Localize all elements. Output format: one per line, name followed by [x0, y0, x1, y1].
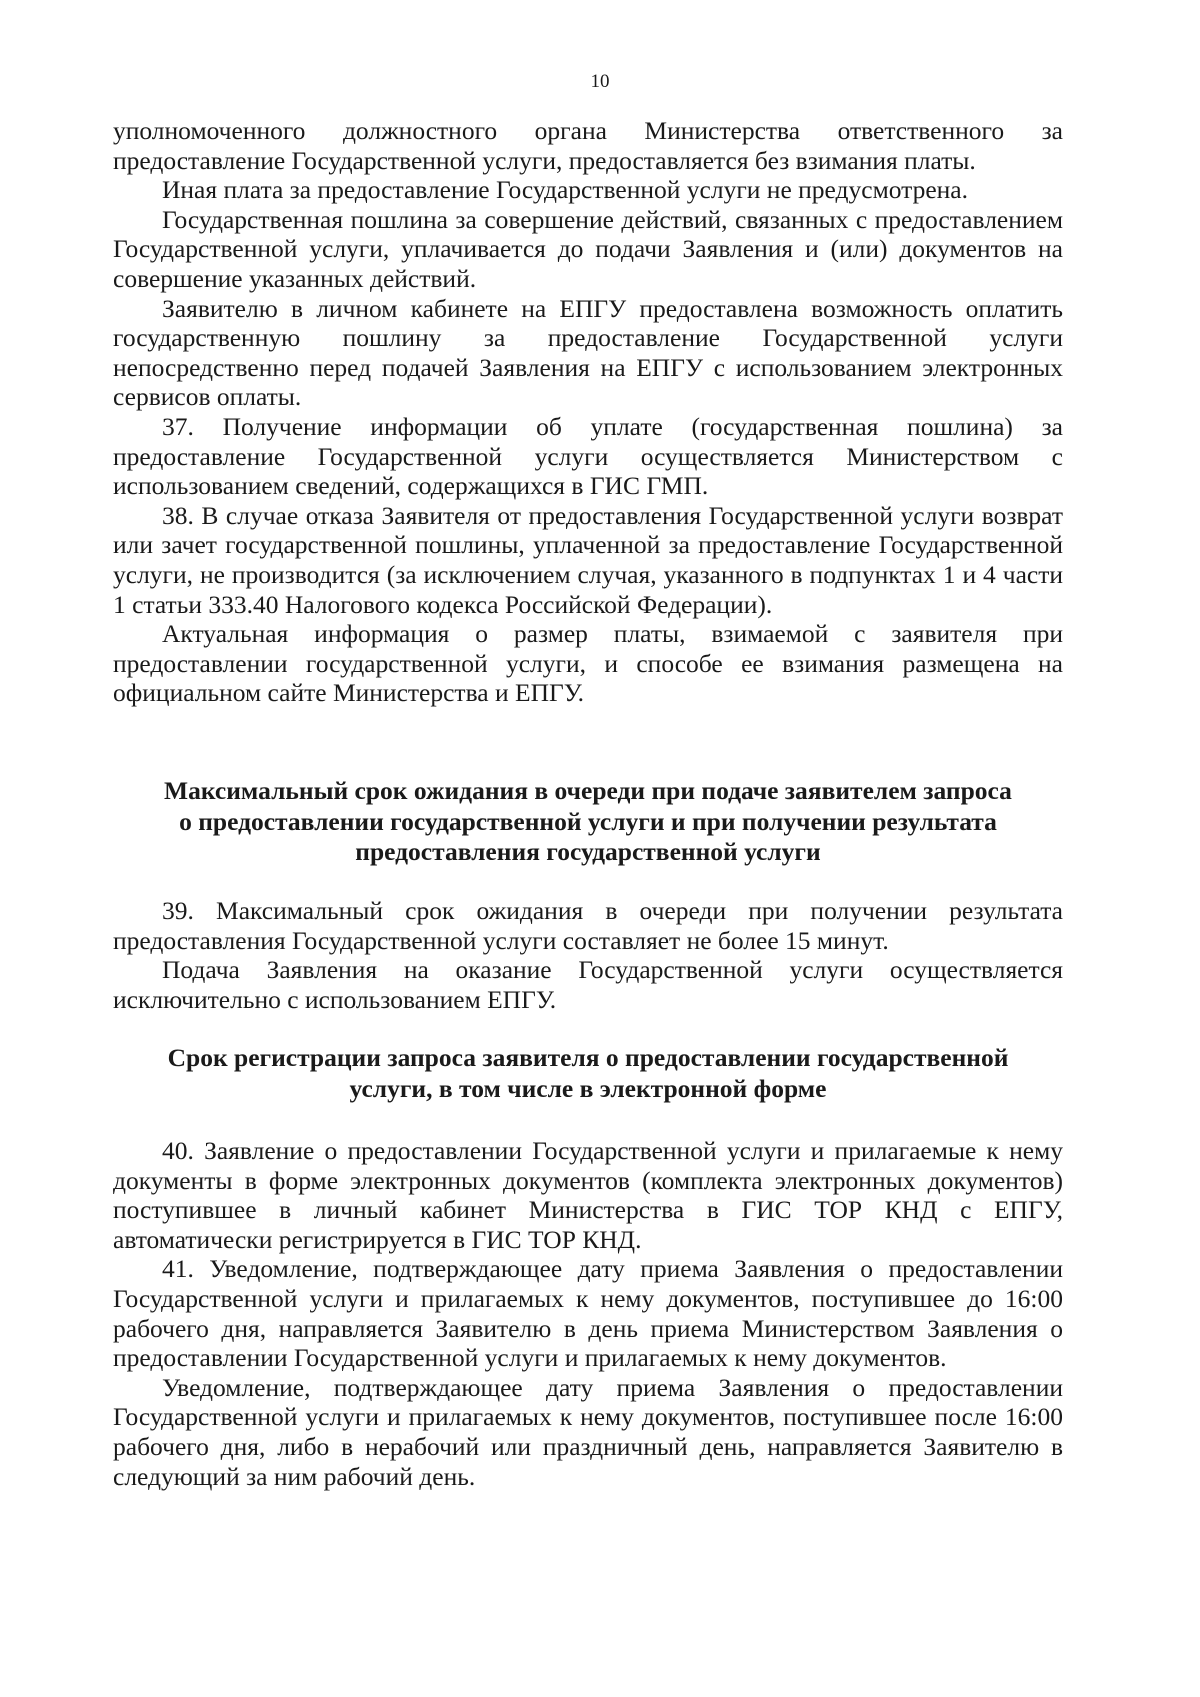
paragraph-38: 38. В случае отказа Заявителя от предоставления Государственной услуги возврат или зачет государственной пошлины, уплаченной за предоставление Государственной услуги, не производится (за исключением случая, указанного в подпунктах 1 и 4 части 1 статьи 333.40 Налогового кодекса Российской Федерации).: [113, 500, 1063, 619]
paragraph-payment-free: уполномоченного должностного органа Министерства ответственного за предоставление Государственной услуги, предоставляется без взимания платы.: [113, 116, 1063, 175]
heading-line: Максимальный срок ожидания в очереди при подаче заявителем запроса: [164, 776, 1012, 805]
heading-line: Срок регистрации запроса заявителя о предоставлении государственной: [167, 1043, 1009, 1072]
section-heading-registration-term: [113, 1043, 1063, 1104]
page-number: 10: [590, 71, 610, 92]
waiting-section-text: [113, 896, 1063, 1014]
paragraph-state-duty: Государственная пошлина за совершение действий, связанных с предоставлением Государственной услуги, уплачивается до подачи Заявления и (или) документов на совершение указанных действий.: [113, 204, 1063, 293]
heading-line: предоставления государственной услуги: [355, 837, 821, 866]
paragraph-41: 41. Уведомление, подтверждающее дату приема Заявления о предоставлении Государственной услуги и прилагаемых к нему документов, поступившее до 16:00 рабочего дня, направляется Заявителю в день приема Министерством Заявления о предоставлении Государственной услуги и прилагаемых к нему документов.: [113, 1254, 1063, 1373]
paragraph-epgu-only: Подача Заявления на оказание Государственной услуги осуществляется исключительно с использованием ЕПГУ.: [113, 955, 1063, 1014]
paragraph-no-other-fee: Иная плата за предоставление Государственной услуги не предусмотрена.: [162, 175, 968, 205]
paragraph-notice-after-hours: Уведомление, подтверждающее дату приема Заявления о предоставлении Государственной услуги и прилагаемых к нему документов, поступившее после 16:00 рабочего дня, либо в нерабочий или праздничный день, направляется Заявителю в следующий за ним рабочий день.: [113, 1372, 1063, 1491]
heading-line: услуги, в том числе в электронной форме: [349, 1073, 827, 1103]
registration-section-text: [113, 1136, 1063, 1491]
heading-line: о предоставлении государственной услуги и при получении результата: [179, 806, 997, 836]
section-heading-waiting-time: [113, 776, 1063, 868]
payment-section-text: [113, 116, 1063, 708]
paragraph-37: 37. Получение информации об уплате (государственная пошлина) за предоставление Государственной услуги осуществляется Министерством с использованием сведений, содержащихся в ГИС ГМП.: [113, 411, 1063, 501]
paragraph-actual-info: Актуальная информация о размер платы, взимаемой с заявителя при предоставлении государственной услуги, и способе ее взимания размещена на официальном сайте Министерства и ЕПГУ.: [113, 619, 1063, 708]
paragraph-40: 40. Заявление о предоставлении Государственной услуги и прилагаемые к нему документы в форме электронных документов (комплекта электронных документов) поступившее в личный кабинет Министерства в ГИС ТОР КНД с ЕПГУ, автоматически регистрируется в ГИС ТОР КНД.: [113, 1136, 1063, 1254]
paragraph-39: 39. Максимальный срок ожидания в очереди при получении результата предоставления Государственной услуги составляет не более 15 минут.: [113, 896, 1063, 955]
paragraph-epgu-payment: Заявителю в личном кабинете на ЕПГУ предоставлена возможность оплатить государственную пошлину за предоставление Государственной услуги непосредственно перед подачей Заявления на ЕПГУ с использованием электронных сервисов оплаты.: [113, 293, 1063, 412]
